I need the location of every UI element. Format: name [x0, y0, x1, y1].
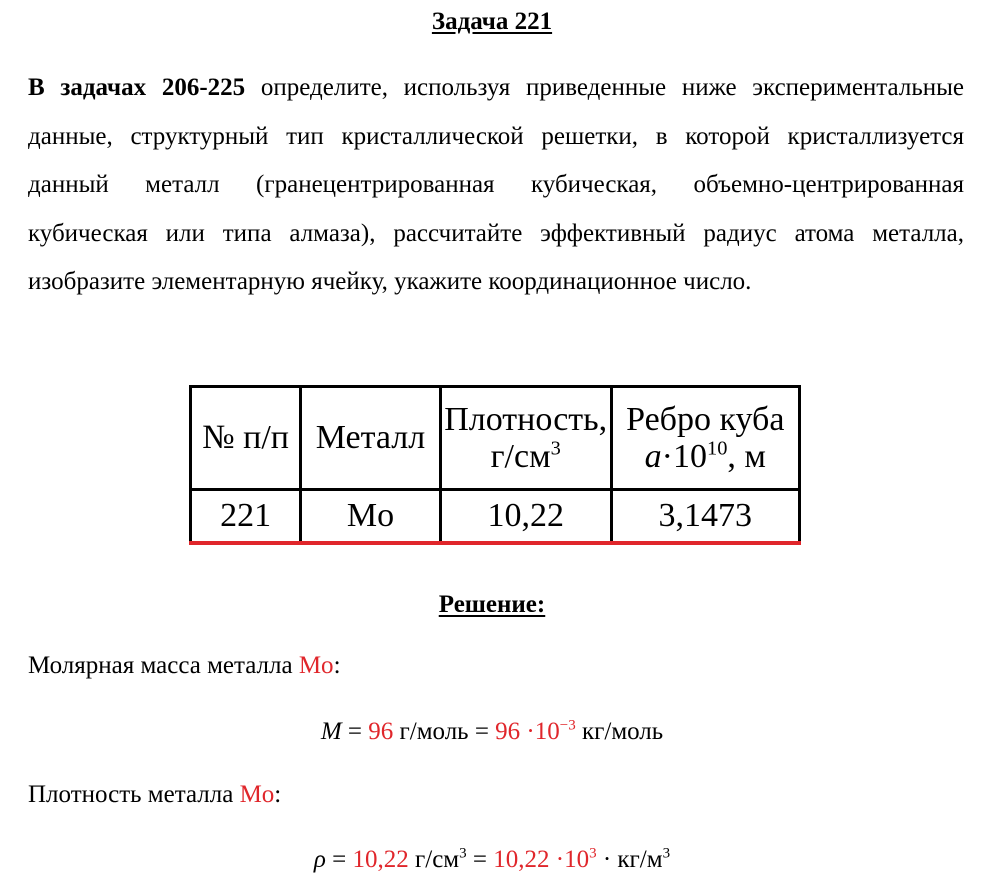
molar-mass-label [28, 652, 341, 680]
density-var: ρ [313, 846, 326, 873]
cell-density: 10,22 [440, 490, 611, 544]
density-formula [0, 846, 984, 874]
header-num: № п/п [191, 387, 301, 490]
molar-unit2: кг/моль [575, 718, 664, 745]
molar-colon: : [333, 652, 341, 679]
density-value: 10,22 [352, 846, 409, 873]
density-exp1: 3 [459, 845, 467, 862]
table-row [191, 490, 800, 544]
molar-var: M [320, 718, 342, 745]
density-value2: 10,22 [493, 846, 550, 873]
density-text: Плотность металла [28, 781, 240, 808]
cell-metal: Mo [301, 490, 441, 544]
solution-title: Решение: [438, 591, 546, 618]
molar-mult: ·10 [520, 718, 560, 745]
density-unit1: г/см [408, 846, 460, 873]
statement-text: определите, используя приведенные ниже экспериментальные данные, структурный тип кристаллической решетки, в которой кристаллизуется данный металл (гранецентрированная кубическая, объемно-центрированная кубическая или типа алмаза), рассчитайте эффективный радиус атома металла, изобразите элементарную ячейку, укажите координационное число. [28, 74, 965, 295]
header-edge-var: a [644, 438, 662, 475]
table-header-row [191, 387, 800, 490]
problem-statement [28, 64, 964, 307]
density-exp3: 3 [662, 845, 671, 862]
density-metal-name: Mo [239, 781, 275, 808]
statement-lead: В задачах 206-225 [28, 74, 246, 101]
cell-edge: 3,1473 [611, 490, 799, 544]
density-label [28, 781, 281, 809]
molar-mass-text: Молярная масса металла [28, 652, 299, 679]
header-metal: Металл [301, 387, 441, 490]
density-exp2: 3 [589, 845, 597, 862]
molar-metal-name: Mo [298, 652, 334, 679]
header-edge-mult: ·10 [661, 438, 707, 475]
data-table [189, 385, 801, 545]
header-edge-line1: Ребро куба [626, 400, 785, 438]
molar-unit1: г/моль = [393, 718, 496, 745]
molar-value: 96 [368, 718, 394, 745]
molar-eq: = [341, 718, 369, 745]
density-mult: ·10 [549, 846, 590, 873]
density-unit2: · кг/м [596, 846, 663, 873]
density-eq1: = [325, 846, 353, 873]
header-density [440, 387, 611, 490]
density-eq2: = [466, 846, 494, 873]
header-density-exp: 3 [550, 437, 561, 460]
header-density-unit: г/см [490, 438, 551, 475]
header-density-line1: Плотность, [444, 400, 608, 438]
density-colon: : [274, 781, 282, 808]
molar-value2: 96 [495, 718, 521, 745]
molar-exp: −3 [559, 717, 576, 734]
cell-num: 221 [191, 490, 301, 544]
header-edge-unit: , м [727, 438, 766, 475]
problem-title: Задача 221 [431, 8, 553, 35]
header-edge-exp: 10 [707, 437, 728, 460]
header-edge [611, 387, 799, 490]
molar-mass-formula [0, 718, 984, 746]
data-table-wrapper [189, 385, 805, 551]
